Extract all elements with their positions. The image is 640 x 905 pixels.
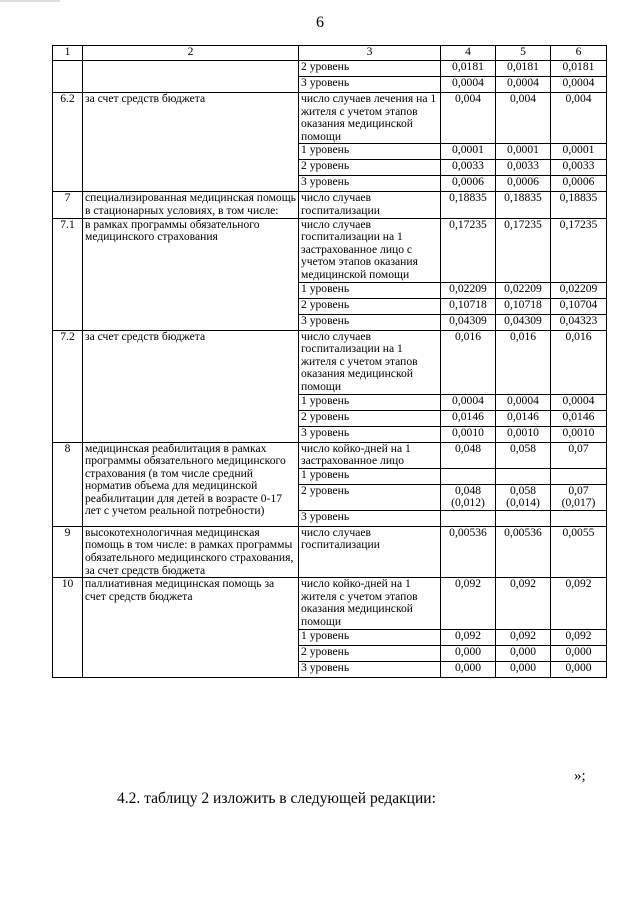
value-cell: 0,0146 xyxy=(551,410,607,426)
value-cell: 0,092 xyxy=(496,629,551,645)
value-cell xyxy=(496,468,551,484)
unit-cell: число случаев госпитализации на 1 жителя с учетом этапов оказания медицинской помощи xyxy=(299,330,441,394)
value-cell: 0,016 xyxy=(551,330,607,394)
value-cell: 0,02209 xyxy=(551,282,607,298)
value-cell: 0,04309 xyxy=(441,314,496,330)
row-number: 8 xyxy=(53,442,83,526)
value-cell: 0,092 xyxy=(441,629,496,645)
value-cell: 0,000 xyxy=(496,645,551,661)
unit-cell: число случаев лечения на 1 жителя с учетом этапов оказания медицинской помощи xyxy=(299,93,441,144)
value-cell: 0,10718 xyxy=(441,298,496,314)
value-cell xyxy=(441,468,496,484)
col-header: 1 xyxy=(53,46,83,61)
row-number: 7.2 xyxy=(53,330,83,442)
level-label: 2 уровень xyxy=(299,410,441,426)
norms-table xyxy=(52,45,607,678)
value-cell: 0,04323 xyxy=(551,314,607,330)
value-cell: 0,0181 xyxy=(441,61,496,77)
value-cell: 0,000 xyxy=(441,661,496,677)
table-row xyxy=(53,442,607,468)
row-number: 6.2 xyxy=(53,93,83,192)
table-row xyxy=(53,93,607,144)
value-children: (0,017) xyxy=(561,496,596,510)
closing-quote: »; xyxy=(574,768,586,784)
table-row xyxy=(53,330,607,394)
row-number: 10 xyxy=(53,578,83,677)
level-label: 1 уровень xyxy=(299,394,441,410)
value-cell: 0,0006 xyxy=(551,176,607,192)
value-cell: 0,0010 xyxy=(551,426,607,442)
value-cell xyxy=(441,484,496,510)
value-cell: 0,10704 xyxy=(551,298,607,314)
table-row xyxy=(53,526,607,577)
row-name: паллиативная медицинская помощь за счет средств бюджета xyxy=(83,578,299,677)
value-cell: 0,092 xyxy=(551,578,607,629)
value-cell: 0,092 xyxy=(441,578,496,629)
value-cell: 0,0146 xyxy=(496,410,551,426)
value-cell: 0,000 xyxy=(441,645,496,661)
level-label: 1 уровень xyxy=(299,144,441,160)
value-cell: 0,0033 xyxy=(551,160,607,176)
value-cell: 0,0004 xyxy=(496,77,551,93)
value-cell: 0,0006 xyxy=(496,176,551,192)
value-cell: 0,0055 xyxy=(551,526,607,577)
value-cell: 0,0033 xyxy=(441,160,496,176)
value-cell: 0,07 xyxy=(551,442,607,468)
header-row xyxy=(53,46,607,61)
value-cell: 0,0033 xyxy=(496,160,551,176)
instruction-text: 4.2. таблицу 2 изложить в следующей редакции: xyxy=(117,790,436,807)
level-label: 3 уровень xyxy=(299,176,441,192)
row-number: 7 xyxy=(53,192,83,218)
table-row xyxy=(53,61,607,77)
level-label: 2 уровень xyxy=(299,160,441,176)
value-cell: 0,004 xyxy=(551,93,607,144)
col-header: 6 xyxy=(551,46,607,61)
value-cell: 0,048 xyxy=(441,442,496,468)
value-cell: 0,016 xyxy=(496,330,551,394)
row-name: специализированная медицинская помощь в стационарных условиях, в том числе: xyxy=(83,192,299,218)
value-cell: 0,0010 xyxy=(441,426,496,442)
row-number: 9 xyxy=(53,526,83,577)
unit-cell: число койко-дней на 1 жителя с учетом этапов оказания медицинской помощи xyxy=(299,578,441,629)
col-header: 4 xyxy=(441,46,496,61)
value-cell: 0,000 xyxy=(551,661,607,677)
value-cell: 0,0181 xyxy=(496,61,551,77)
value-cell: 0,0181 xyxy=(551,61,607,77)
value-cell xyxy=(441,510,496,526)
table-row xyxy=(53,578,607,629)
value-cell: 0,0004 xyxy=(441,77,496,93)
level-label: 2 уровень xyxy=(299,645,441,661)
level-label: 3 уровень xyxy=(299,77,441,93)
value-cell: 0,092 xyxy=(551,629,607,645)
value-cell xyxy=(551,510,607,526)
value-cell: 0,00536 xyxy=(496,526,551,577)
level-label: 1 уровень xyxy=(299,629,441,645)
value-cell: 0,0004 xyxy=(551,394,607,410)
value-cell: 0,0004 xyxy=(496,394,551,410)
row-name: за счет средств бюджета xyxy=(83,330,299,442)
value-cell: 0,00536 xyxy=(441,526,496,577)
level-label: 3 уровень xyxy=(299,314,441,330)
level-label: 2 уровень xyxy=(299,61,441,77)
value-cell: 0,016 xyxy=(441,330,496,394)
col-header: 2 xyxy=(83,46,299,61)
unit-cell: число койко-дней на 1 застрахованное лицо xyxy=(299,442,441,468)
value-cell: 0,004 xyxy=(441,93,496,144)
value-cell: 0,17235 xyxy=(551,218,607,282)
value-cell: 0,004 xyxy=(496,93,551,144)
value-children: (0,012) xyxy=(451,496,485,510)
value-cell: 0,000 xyxy=(496,661,551,677)
value: 0,048 xyxy=(454,483,482,497)
row-number xyxy=(53,61,83,93)
value-cell xyxy=(551,468,607,484)
scan-edge-mark xyxy=(0,0,60,2)
row-name: медицинская реабилитация в рамках программы обязательного медицинского страхования (в том числе средний норматив объема для медицинской реабилитации для детей в возрасте 0-17 лет с учетом реальной потребности) xyxy=(83,442,299,526)
level-label: 2 уровень xyxy=(299,484,441,510)
value: 0,07 xyxy=(568,483,589,497)
level-label: 2 уровень xyxy=(299,298,441,314)
value-cell: 0,02209 xyxy=(496,282,551,298)
row-name: высокотехнологичная медицинская помощь в том числе: в рамках программы обязательного медицинского страхования, за счет средств бюджета xyxy=(83,526,299,577)
table-row xyxy=(53,218,607,282)
value-cell: 0,17235 xyxy=(441,218,496,282)
value-cell xyxy=(496,510,551,526)
value-children: (0,014) xyxy=(506,496,540,510)
value-cell: 0,02209 xyxy=(441,282,496,298)
level-label: 1 уровень xyxy=(299,282,441,298)
value-cell: 0,0001 xyxy=(551,144,607,160)
level-label: 3 уровень xyxy=(299,426,441,442)
value-cell: 0,0004 xyxy=(551,77,607,93)
value-cell: 0,0004 xyxy=(441,394,496,410)
value-cell: 0,18835 xyxy=(441,192,496,218)
value-cell: 0,0006 xyxy=(441,176,496,192)
value-cell: 0,18835 xyxy=(551,192,607,218)
value-cell: 0,0001 xyxy=(441,144,496,160)
value-cell: 0,10718 xyxy=(496,298,551,314)
level-label: 3 уровень xyxy=(299,510,441,526)
row-name: за счет средств бюджета xyxy=(83,93,299,192)
unit-cell: число случаев госпитализации на 1 застрахованное лицо с учетом этапов оказания медицинской помощи xyxy=(299,218,441,282)
row-name: в рамках программы обязательного медицинского страхования xyxy=(83,218,299,330)
value-cell: 0,0001 xyxy=(496,144,551,160)
page-number: 6 xyxy=(316,14,324,31)
unit-cell: число случаев госпитализации xyxy=(299,192,441,218)
value-cell: 0,000 xyxy=(551,645,607,661)
value-cell: 0,17235 xyxy=(496,218,551,282)
row-name xyxy=(83,61,299,93)
value: 0,058 xyxy=(509,483,537,497)
value-cell: 0,18835 xyxy=(496,192,551,218)
level-label: 3 уровень xyxy=(299,661,441,677)
value-cell: 0,0010 xyxy=(496,426,551,442)
level-label: 1 уровень xyxy=(299,468,441,484)
value-cell: 0,058 xyxy=(496,442,551,468)
table-row xyxy=(53,192,607,218)
value-cell: 0,04309 xyxy=(496,314,551,330)
col-header: 3 xyxy=(299,46,441,61)
unit-cell: число случаев госпитализации xyxy=(299,526,441,577)
col-header: 5 xyxy=(496,46,551,61)
value-cell: 0,0146 xyxy=(441,410,496,426)
row-number: 7.1 xyxy=(53,218,83,330)
value-cell xyxy=(551,484,607,510)
value-cell xyxy=(496,484,551,510)
value-cell: 0,092 xyxy=(496,578,551,629)
